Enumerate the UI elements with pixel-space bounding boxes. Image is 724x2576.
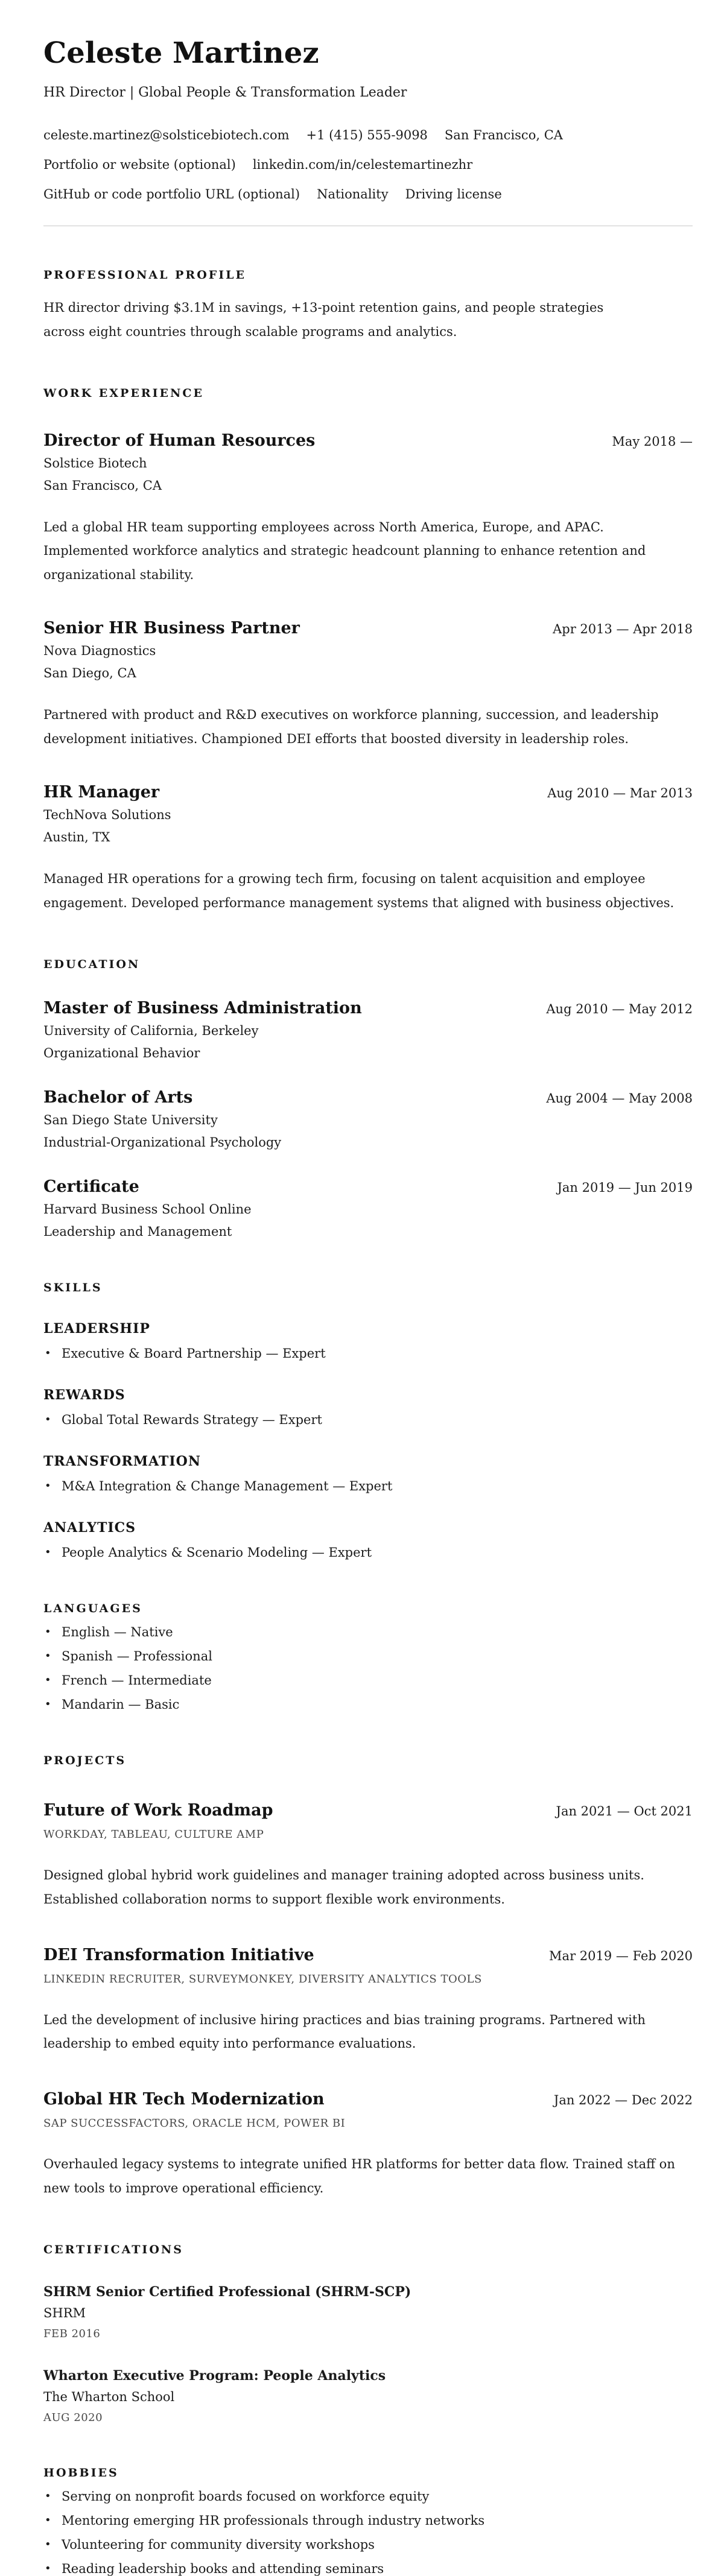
certification-entry	[43, 2284, 693, 2340]
candidate-name: Celeste Martinez	[43, 36, 319, 70]
job-title: Senior HR Business Partner	[43, 619, 300, 638]
project-entry	[43, 2090, 693, 2201]
profile-summary: HR director driving $3.1M in savings, +13-point retention gains, and people strategies across eight countries through scalable programs and analytics.	[43, 300, 604, 339]
project-title: DEI Transformation Initiative	[43, 1945, 314, 1964]
project-description: Overhauled legacy systems to integrate unified HR platforms for better data flow. Trained staff on new tools to improve operational efficiency.	[43, 2157, 675, 2196]
project-entry	[43, 1801, 693, 1912]
education-entry-head	[43, 1088, 693, 1107]
portfolio-placeholder-text: Portfolio or website (optional)	[43, 157, 236, 172]
job-company: Nova Diagnostics	[43, 644, 156, 659]
project-tools: WORKDAY, TABLEAU, CULTURE AMP	[43, 1828, 264, 1841]
job-entry-head	[43, 619, 693, 638]
project-tools: LINKEDIN RECRUITER, SURVEYMONKEY, DIVERSITY ANALYTICS TOOLS	[43, 1972, 482, 1986]
skill-category	[43, 1454, 693, 1493]
skill-list	[43, 1413, 693, 1427]
education-entry-head	[43, 999, 693, 1017]
driving-license-placeholder-text: Driving license	[405, 186, 502, 201]
language-item: • Mandarin — Basic	[43, 1697, 693, 1712]
job-location: San Francisco, CA	[43, 478, 162, 493]
job-location: San Diego, CA	[43, 666, 136, 681]
certification-title: Wharton Executive Program: People Analytics	[43, 2368, 386, 2384]
section-hobbies	[43, 2466, 693, 2576]
job-dates: Aug 2010 — Mar 2013	[547, 786, 693, 801]
hobby-list	[43, 2489, 693, 2576]
section-heading-certifications: CERTIFICATIONS	[43, 2243, 183, 2257]
project-title: Future of Work Roadmap	[43, 1800, 273, 1820]
field-of-study: Leadership and Management	[43, 1224, 232, 1239]
section-projects	[43, 1754, 693, 2201]
section-heading-profile: PROFESSIONAL PROFILE	[43, 268, 246, 282]
phone-text: +1 (415) 555-9098	[306, 127, 428, 142]
project-tools: SAP SUCCESSFACTORS, ORACLE HCM, POWER BI	[43, 2117, 346, 2130]
hobby-item: • Reading leadership books and attending seminars	[43, 2562, 693, 2576]
skill-category-name: REWARDS	[43, 1387, 125, 1403]
section-work-experience	[43, 387, 693, 916]
hobby-item: • Volunteering for community diversity workshops	[43, 2537, 693, 2552]
job-entry-head	[43, 431, 693, 450]
skill-list	[43, 1479, 693, 1493]
skill-item: • Executive & Board Partnership — Expert	[43, 1346, 693, 1361]
section-certifications	[43, 2243, 693, 2424]
education-entry	[43, 1088, 693, 1150]
job-title: HR Manager	[43, 783, 160, 802]
location-text: San Francisco, CA	[444, 127, 563, 142]
project-entry-head	[43, 1801, 693, 1820]
job-entry	[43, 431, 693, 588]
section-education	[43, 958, 693, 1239]
project-dates: Jan 2022 — Dec 2022	[553, 2093, 693, 2108]
certification-issuer: The Wharton School	[43, 2390, 175, 2405]
education-dates: Aug 2004 — May 2008	[546, 1090, 693, 1106]
project-dates: Jan 2021 — Oct 2021	[556, 1803, 693, 1818]
education-dates: Aug 2010 — May 2012	[546, 1001, 693, 1016]
job-company: TechNova Solutions	[43, 808, 171, 823]
degree-title: Bachelor of Arts	[43, 1087, 193, 1107]
job-entry	[43, 619, 693, 752]
skill-item: • People Analytics & Scenario Modeling — Expert	[43, 1545, 693, 1560]
section-heading-education: EDUCATION	[43, 957, 141, 971]
section-heading-projects: PROJECTS	[43, 1753, 127, 1767]
section-heading-hobbies: HOBBIES	[43, 2466, 119, 2480]
resume-header	[43, 37, 693, 226]
degree-title: Certificate	[43, 1177, 139, 1196]
language-item: • French — Intermediate	[43, 1673, 693, 1688]
certification-issuer: SHRM	[43, 2306, 86, 2321]
nationality-placeholder-text: Nationality	[317, 186, 389, 201]
project-description: Designed global hybrid work guidelines and manager training adopted across business units. Established collaboration norms to support flexible work environments.	[43, 1867, 644, 1907]
contact-row-2	[43, 157, 693, 172]
skill-item: • M&A Integration & Change Management — Expert	[43, 1479, 693, 1493]
skill-category	[43, 1520, 693, 1560]
education-dates: Jan 2019 — Jun 2019	[557, 1180, 693, 1195]
certification-title: SHRM Senior Certified Professional (SHRM-SCP)	[43, 2284, 411, 2300]
skill-item: • Global Total Rewards Strategy — Expert	[43, 1413, 693, 1427]
certification-entry	[43, 2368, 693, 2424]
section-heading-languages: LANGUAGES	[43, 1601, 142, 1615]
skill-category	[43, 1387, 693, 1427]
job-location: Austin, TX	[43, 830, 110, 845]
language-item: • English — Native	[43, 1625, 693, 1639]
certification-date: AUG 2020	[43, 2411, 103, 2425]
job-title: Director of Human Resources	[43, 431, 316, 450]
certification-date: FEB 2016	[43, 2328, 101, 2341]
job-description: Led a global HR team supporting employees across North America, Europe, and APAC. Implemented workforce analytics and strategic headcount planning to enhance retention and organizational stability.	[43, 519, 646, 583]
contact-row-1	[43, 128, 693, 142]
school-name: San Diego State University	[43, 1112, 218, 1127]
job-entry-head	[43, 783, 693, 802]
contact-row-3	[43, 187, 693, 201]
job-description: Managed HR operations for a growing tech firm, focusing on talent acquisition and employee engagement. Developed performance management systems that aligned with business objectives.	[43, 872, 675, 910]
skill-category-name: ANALYTICS	[43, 1519, 136, 1536]
skill-category-name: LEADERSHIP	[43, 1320, 150, 1337]
hobby-item: • Serving on nonprofit boards focused on workforce equity	[43, 2489, 693, 2504]
language-item: • Spanish — Professional	[43, 1649, 693, 1663]
field-of-study: Industrial-Organizational Psychology	[43, 1135, 282, 1150]
project-entry-head	[43, 1946, 693, 1964]
section-heading-skills: SKILLS	[43, 1280, 103, 1294]
project-dates: Mar 2019 — Feb 2020	[549, 1948, 693, 1963]
field-of-study: Organizational Behavior	[43, 1045, 200, 1060]
candidate-headline: HR Director | Global People & Transformation Leader	[43, 84, 407, 100]
education-entry-head	[43, 1177, 693, 1196]
skill-category	[43, 1321, 693, 1361]
job-description: Partnered with product and R&D executives on workforce planning, succession, and leadership development initiatives. Championed DEI efforts that boosted diversity in leadership roles.	[43, 707, 659, 747]
linkedin-text: linkedin.com/in/celestemartinezhr	[252, 157, 473, 172]
github-placeholder-text: GitHub or code portfolio URL (optional)	[43, 186, 300, 201]
education-entry	[43, 999, 693, 1060]
skill-category-name: TRANSFORMATION	[43, 1453, 201, 1469]
job-entry	[43, 783, 693, 916]
project-entry-head	[43, 2090, 693, 2109]
email-text: celeste.martinez@solsticebiotech.com	[43, 127, 290, 142]
education-entry	[43, 1177, 693, 1239]
section-languages	[43, 1602, 693, 1712]
job-dates: May 2018 —	[612, 434, 693, 449]
job-dates: Apr 2013 — Apr 2018	[553, 622, 693, 637]
school-name: University of California, Berkeley	[43, 1023, 259, 1038]
job-company: Solstice Biotech	[43, 455, 147, 470]
project-entry	[43, 1946, 693, 2057]
language-list	[43, 1625, 693, 1712]
section-heading-work: WORK EXPERIENCE	[43, 386, 204, 400]
hobby-item: • Mentoring emerging HR professionals through industry networks	[43, 2513, 693, 2528]
degree-title: Master of Business Administration	[43, 998, 362, 1017]
project-description: Led the development of inclusive hiring practices and bias training programs. Partnered with leadership to embed equity into performance evaluations.	[43, 2012, 646, 2051]
skill-list	[43, 1346, 693, 1361]
skill-list	[43, 1545, 693, 1560]
school-name: Harvard Business School Online	[43, 1201, 252, 1217]
section-skills	[43, 1281, 693, 1560]
project-title: Global HR Tech Modernization	[43, 2090, 325, 2109]
contact-block	[43, 128, 693, 201]
section-professional-profile	[43, 268, 693, 344]
